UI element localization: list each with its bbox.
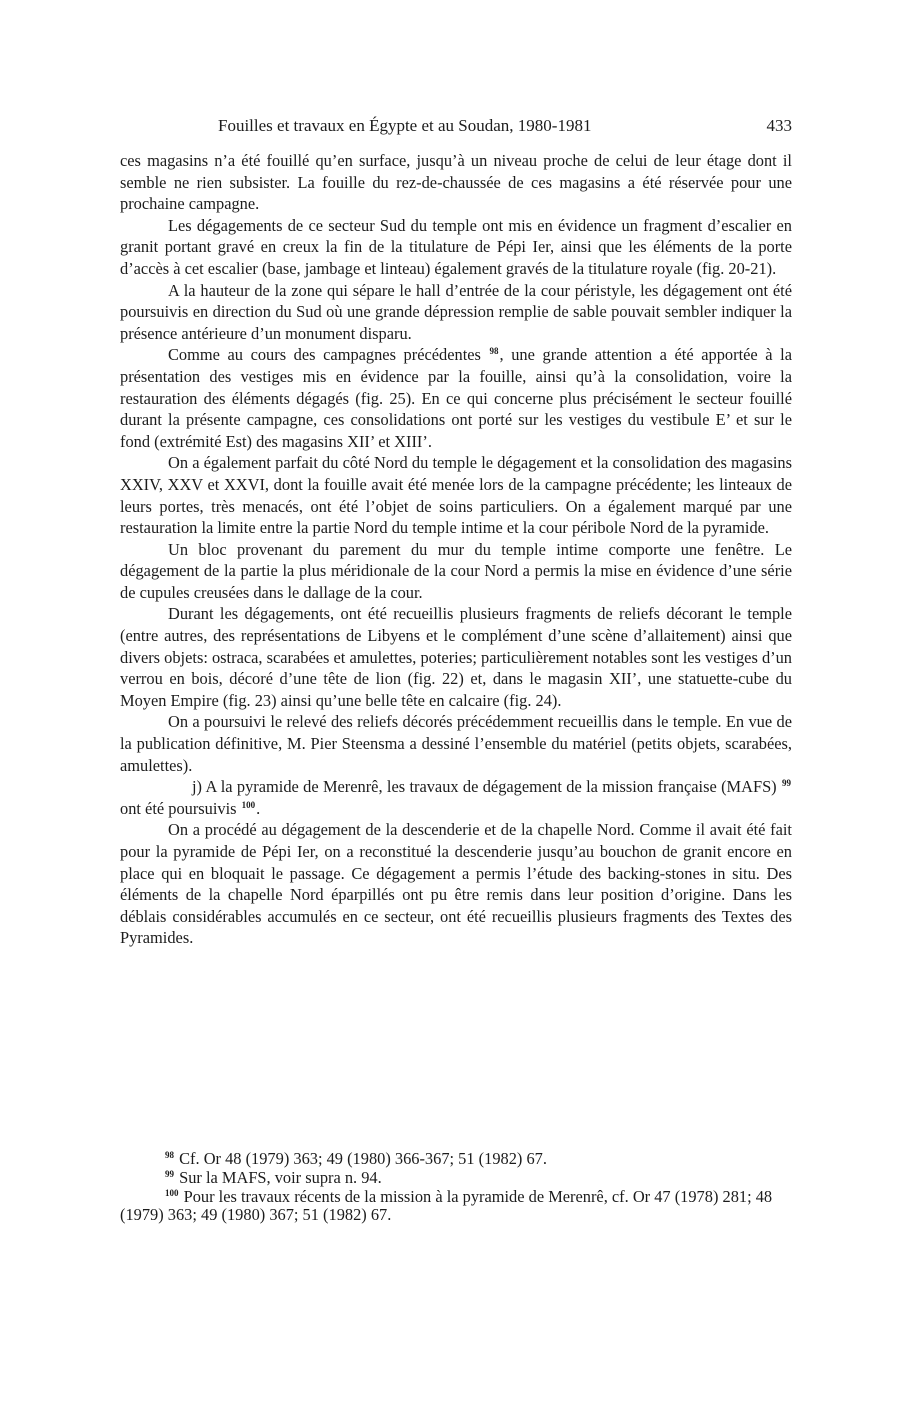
paragraph (120, 776, 792, 819)
paragraph: Durant les dégagements, ont été recueillis plusieurs fragments de reliefs décorant le temple (entre autres, des représentations de Libyens et le complément d’une scène d’allaitement) ainsi que divers objets: ostraca, scarabées et amulettes, poteries; particulièrement notables sont les vestiges d’un verrou en bois, décoré d’une tête de lion (fig. 22) et, dans le magasin XII’, une statuette-cube du Moyen Empire (fig. 23) ainsi qu’une belle tête en calcaire (fig. 24). (120, 604, 792, 710)
paragraph: On a également parfait du côté Nord du temple le dégagement et la consolidation des magasins XXIV, XXV et XXVI, dont la fouille avait été menée lors de la campagne précédente; les linteaux de leurs portes, très menacés, ont été l’objet de soins particuliers. On a également marqué par une restauration la limite entre la partie Nord du temple intime et la cour péribole Nord de la pyramide. (120, 453, 792, 538)
running-head (120, 114, 792, 138)
paragraph-text: ont été poursuivis (120, 798, 237, 818)
running-title: Fouilles et travaux en Égypte et au Soudan, 1980-1981 (218, 116, 592, 135)
paragraph: On a procédé au dégagement de la descenderie et de la chapelle Nord. Comme il avait été fait pour la pyramide de Pépi Ier, on a reconstitué la descenderie jusqu’au bouchon de granit encore en place qui en bloquait le passage. Ce dégagement a permis l’étude des backing-stones in situ. Des éléments de la chapelle Nord éparpillés ont pu être remis dans leur position d’origine. Dans les déblais considérables accumulés en ce secteur, ont été recueillis plusieurs fragments des Textes des Pyramides. (120, 820, 792, 948)
footnote-text: Cf. Or 48 (1979) 363; 49 (1980) 366-367; 51 (1982) 67. (179, 1149, 547, 1168)
paragraph: Un bloc provenant du parement du mur du temple intime comporte une fenêtre. Le dégagement de la partie la plus méridionale de la cour Nord a permis la mise en évidence d’une série de cupules creusées dans le dallage de la cour. (120, 539, 792, 602)
paragraph: On a poursuivi le relevé des reliefs décorés précédemment recueillis dans le temple. En vue de la publication définitive, M. Pier Steensma a dessiné l’ensemble du matériel (petits objets, scarabées, amulettes). (120, 712, 792, 775)
paragraph: Les dégagements de ce secteur Sud du temple ont mis en évidence un fragment d’escalier en granit portant gravé en creux la fin de la titulature de Pépi Ier, ainsi que les éléments de la porte d’accès à cet escalier (base, jambage et linteau) également gravés de la titulature royale (fig. 20-21). (120, 215, 792, 278)
footnote-number: 99 (165, 1168, 174, 1179)
footnote (120, 1150, 792, 1169)
footnote-text: Pour les travaux récents de la mission à la pyramide de Merenrê, cf. Or 47 (1978) 281; 48 (1979) 363; 49 (1980) 367; 51 (1982) 67. (120, 1186, 773, 1225)
paragraph: A la hauteur de la zone qui sépare le hall d’entrée de la cour péristyle, les dégagement ont été poursuivis en direction du Sud où une grande dépression remplie de sable pouvait sembler indiquer la présence antérieure d’un monument disparu. (120, 280, 792, 343)
footnote-number: 100 (165, 1187, 179, 1198)
footnote (120, 1169, 792, 1188)
footnote-ref[interactable]: 99 (781, 778, 791, 789)
paragraph-text: . (256, 798, 261, 818)
page-number: 433 (766, 116, 792, 135)
footnote (120, 1188, 792, 1226)
body-text (120, 150, 792, 949)
paragraph (120, 344, 792, 452)
footnote-text: Sur la MAFS, voir supra n. 94. (179, 1167, 382, 1187)
footnote-ref[interactable]: 100 (241, 799, 256, 810)
footnotes (120, 1150, 792, 1225)
paragraph-text: , une grande attention a été apportée à la présentation des vestiges mis en évidence par la fouille, ainsi qu’à la consolidation, voire la restauration des éléments dégagés (fig. 25). En ce qui concerne plus précisément le secteur fouillé durant la présente campagne, ces consolidations ont porté sur les vestiges du vestibule E’ et sur le fond (extrémité Est) des magasins XII’ et XIII’. (120, 345, 792, 451)
footnote-ref[interactable]: 98 (489, 346, 499, 357)
paragraph-text: j) A la pyramide de Merenrê, les travaux de dégagement de la mission française (MAFS) (192, 777, 777, 797)
paragraph: ces magasins n’a été fouillé qu’en surface, jusqu’à un niveau proche de celui de leur étage dont il semble ne rien subsister. La fouille du rez-de-chaussée de ces magasins a été réservée pour une prochaine campagne. (120, 151, 792, 214)
footnote-number: 98 (165, 1150, 174, 1160)
paragraph-text: Comme au cours des campagnes précédentes (168, 345, 481, 365)
